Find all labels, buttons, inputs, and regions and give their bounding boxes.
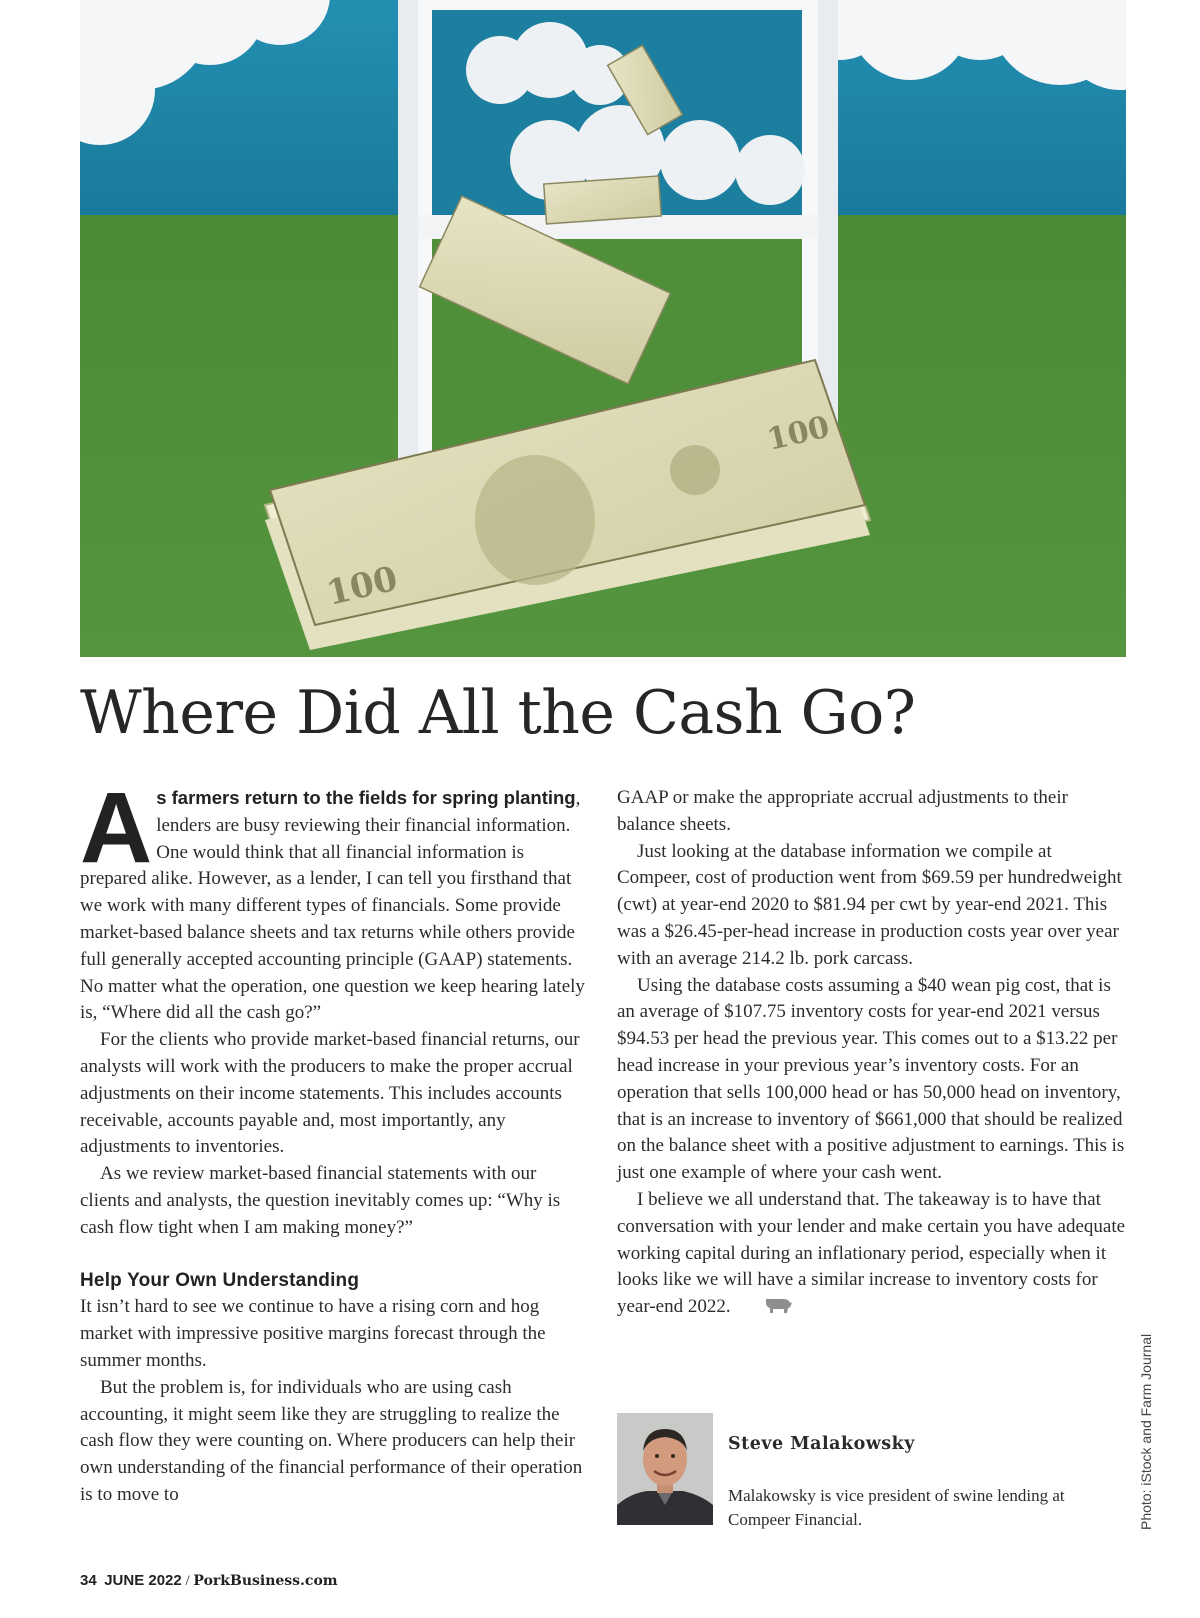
article-headline: Where Did All the Cash Go? bbox=[80, 678, 916, 748]
money-window-illustration bbox=[80, 0, 1126, 657]
svg-text:100: 100 bbox=[763, 409, 833, 458]
paragraph-intro-text: , lenders are busy reviewing their financial information. One would think that all financial information is prepared alike. However, as a lender, I can tell you firsthand that we work with many different types of financials. Some provide market-based balance sheets and tax returns while others provide full generally accepted accounting principle (GAAP) statements. No matter what the operation, one question we keep hearing lately is, “Where did all the cash go?” bbox=[80, 788, 585, 1024]
photo-credit: Photo: iStock and Farm Journal bbox=[1138, 1333, 1154, 1530]
paragraph-closing bbox=[617, 1187, 1127, 1323]
section-subhead: Help Your Own Understanding bbox=[80, 1269, 360, 1291]
page-number: 34 bbox=[80, 1572, 97, 1589]
paragraph: For the clients who provide market-based financial returns, our analysts will work with the producers to make the proper accrual adjustments on their income statements. This includes accounts receivable, accounts payable and, most importantly, any adjustments to inventories. bbox=[80, 1029, 580, 1158]
pig-icon bbox=[743, 1296, 793, 1323]
paragraph-closing-text: I believe we all understand that. The takeaway is to have that conversation with your lender and make certain you have adequate working capital during an inflationary period, especially when it looks like we will have a similar increase to inventory costs for year-end 2022. bbox=[617, 1188, 1126, 1318]
paragraph: But the problem is, for individuals who are using cash accounting, it might seem like they are struggling to realize the cash flow they were counting on. Where producers can help their own understanding of the financial performance of their operation is to move to bbox=[80, 1376, 583, 1505]
drop-cap: A bbox=[80, 772, 153, 884]
article-column-left bbox=[80, 772, 590, 1509]
page-footer bbox=[80, 1572, 338, 1590]
paragraph: It isn’t hard to see we continue to have a rising corn and hog market with impressive positive margins forecast through the summer months. bbox=[80, 1296, 546, 1371]
svg-text:100: 100 bbox=[323, 558, 402, 614]
author-bio: Malakowsky is vice president of swine lending at Compeer Financial. bbox=[728, 1486, 1065, 1529]
paragraph-intro bbox=[80, 772, 590, 1027]
hero-illustration bbox=[80, 0, 1126, 657]
paragraph: Using the database costs assuming a $40 wean pig cost, that is an average of $107.75 inventory costs for year-end 2021 versus $94.53 per head the previous year. This comes out to a $13.22 per head increase in your previous year’s inventory costs. For an operation that sells 100,000 head or has 50,000 head on inventory, that is an increase to inventory of $661,000 that should be realized on the balance sheet with a positive adjustment to earnings. This is just one example of where your cash went. bbox=[617, 974, 1125, 1184]
paragraph: As we review market-based financial statements with our clients and analysts, the question inevitably comes up: “Why is cash flow tight when I am making money?” bbox=[80, 1163, 561, 1238]
paragraph: GAAP or make the appropriate accrual adjustments to their balance sheets. bbox=[617, 787, 1068, 835]
lead-in: s farmers return to the fields for spring planting bbox=[156, 787, 576, 808]
article-column-right bbox=[617, 785, 1127, 1323]
site-link[interactable]: PorkBusiness.com bbox=[193, 1573, 338, 1589]
author-photo bbox=[617, 1413, 713, 1525]
issue-date: JUNE 2022 bbox=[104, 1572, 182, 1589]
author-name: Steve Malakowsky bbox=[728, 1434, 915, 1454]
footer-separator: / bbox=[181, 1573, 194, 1589]
paragraph: Just looking at the database information we compile at Compeer, cost of production went from $69.59 per hundredweight (cwt) at year-end 2020 to $81.94 per cwt by year-end 2021. This was a $26.45-per-head increase in production costs year over year with an average 214.2 lb. pork carcass. bbox=[617, 840, 1122, 969]
